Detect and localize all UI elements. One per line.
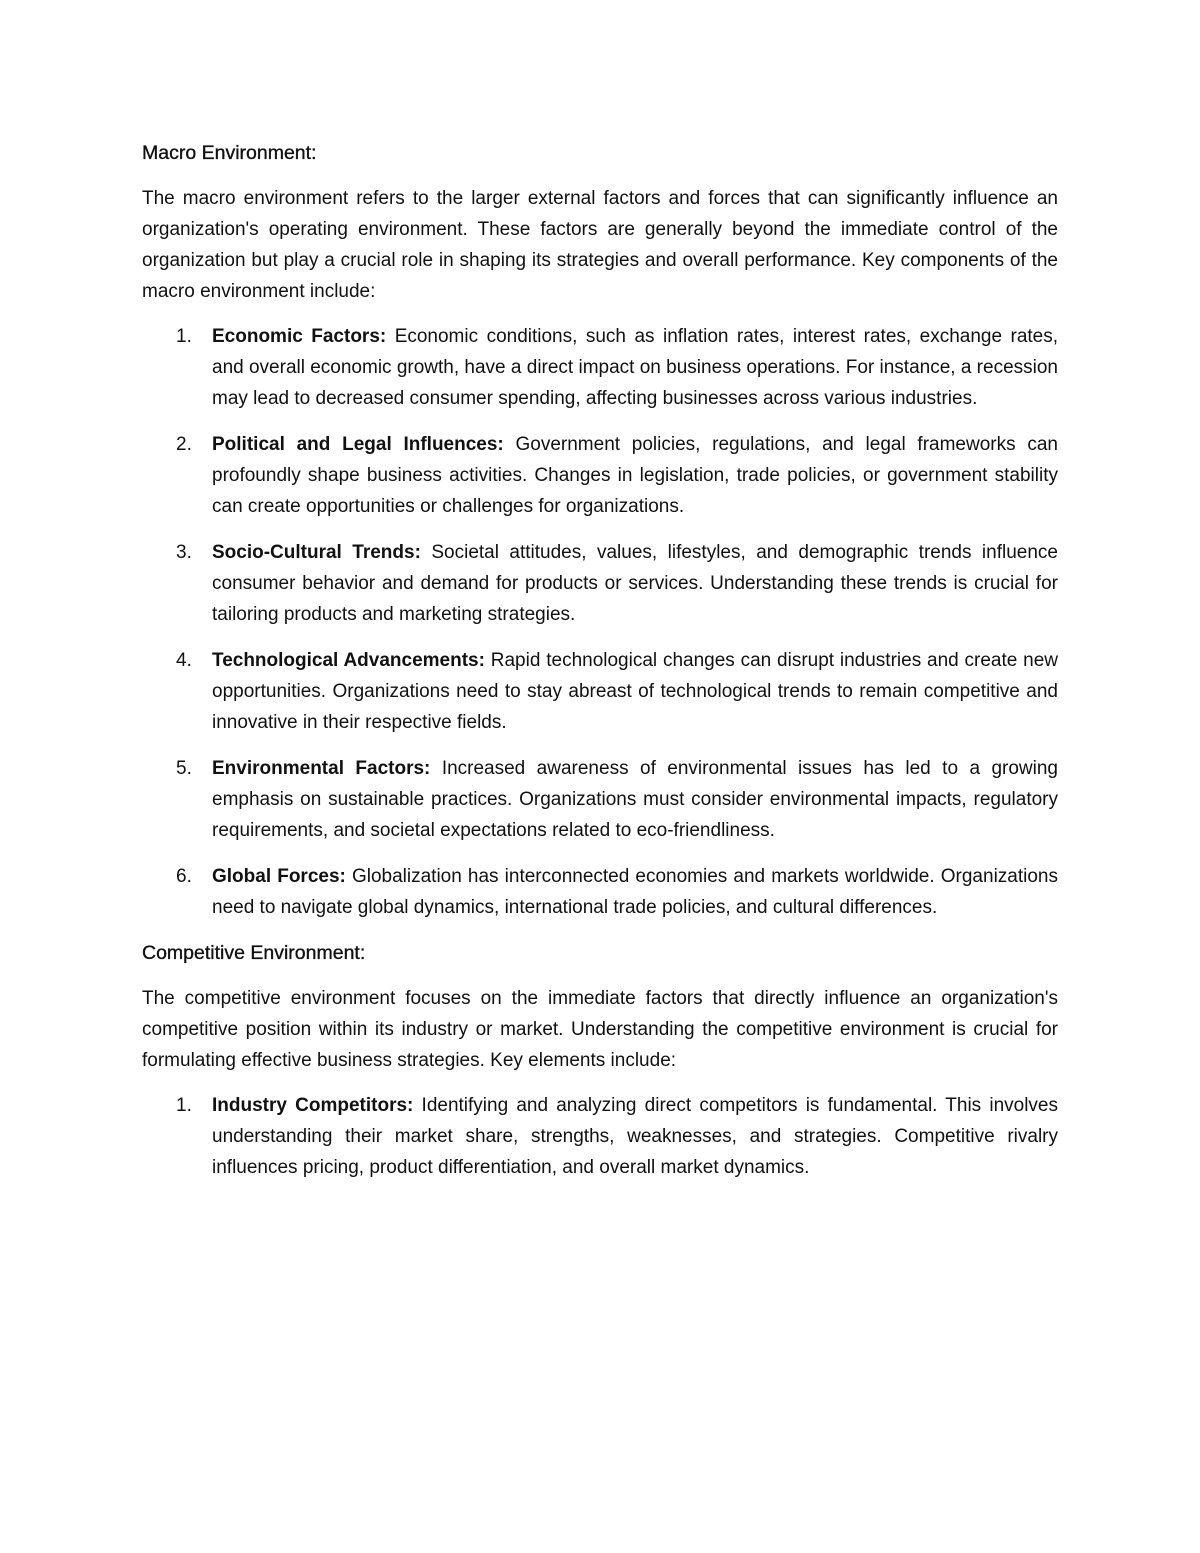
list-term: Global Forces:	[212, 866, 346, 887]
list-number: 5.	[176, 758, 192, 779]
list-item	[142, 537, 1058, 630]
competitive-heading: Competitive Environment:	[142, 942, 366, 964]
list-item	[142, 429, 1058, 522]
list-item	[142, 1090, 1058, 1183]
list-text: Economic conditions, such as inflation rates, interest rates, exchange rates, and overall economic growth, have a direct impact on business operations. For instance, a recession may lead to decreased consumer spending, affecting businesses across various industries.	[212, 326, 1059, 409]
competitive-element-list	[142, 1090, 1058, 1183]
list-number: 4.	[176, 650, 192, 671]
competitive-intro: The competitive environment focuses on the immediate factors that directly influence an organization's competitive position within its industry or market. Understanding the competitive environment is crucial for formulating effective business strategies. Key elements include:	[142, 988, 1058, 1071]
macro-intro: The macro environment refers to the larger external factors and forces that can significantly influence an organization's operating environment. These factors are generally beyond the immediate control of the organization but play a crucial role in shaping its strategies and overall performance. Key components of the macro environment include:	[142, 188, 1058, 302]
list-item	[142, 753, 1058, 846]
list-item	[142, 321, 1058, 414]
list-term: Economic Factors:	[212, 326, 387, 347]
list-number: 6.	[176, 866, 192, 887]
list-text: Identifying and analyzing direct competitors is fundamental. This involves understanding their market share, strengths, weaknesses, and strategies. Competitive rivalry influences pricing, product differentiation, and overall market dynamics.	[212, 1095, 1058, 1178]
list-item	[142, 645, 1058, 738]
list-text: Increased awareness of environmental issues has led to a growing emphasis on sustainable practices. Organizations must consider environmental impacts, regulatory requirements, and societal expectations related to eco-friendliness.	[212, 758, 1058, 841]
macro-factor-list	[142, 321, 1058, 923]
list-text: Rapid technological changes can disrupt industries and create new opportunities. Organizations need to stay abreast of technological trends to remain competitive and innovative in their respective fields.	[212, 650, 1058, 733]
list-term: Socio-Cultural Trends:	[212, 542, 421, 563]
list-number: 2.	[176, 434, 192, 455]
list-item	[142, 861, 1058, 923]
list-term: Technological Advancements:	[212, 650, 485, 671]
list-text: Societal attitudes, values, lifestyles, and demographic trends influence consumer behavior and demand for products or services. Understanding these trends is crucial for tailoring products and marketing strategies.	[212, 542, 1058, 625]
list-number: 1.	[176, 326, 192, 347]
macro-heading: Macro Environment:	[142, 142, 317, 164]
list-number: 3.	[176, 542, 192, 563]
list-text: Globalization has interconnected economies and markets worldwide. Organizations need to navigate global dynamics, international trade policies, and cultural differences.	[212, 866, 1058, 918]
list-term: Environmental Factors:	[212, 758, 431, 779]
list-text: Government policies, regulations, and legal frameworks can profoundly shape business activities. Changes in legislation, trade policies, or government stability can create opportunities or challenges for organizations.	[212, 434, 1058, 517]
document-page	[142, 138, 1058, 1197]
list-term: Political and Legal Influences:	[212, 434, 504, 455]
list-number: 1.	[176, 1095, 192, 1116]
list-term: Industry Competitors:	[212, 1095, 414, 1116]
